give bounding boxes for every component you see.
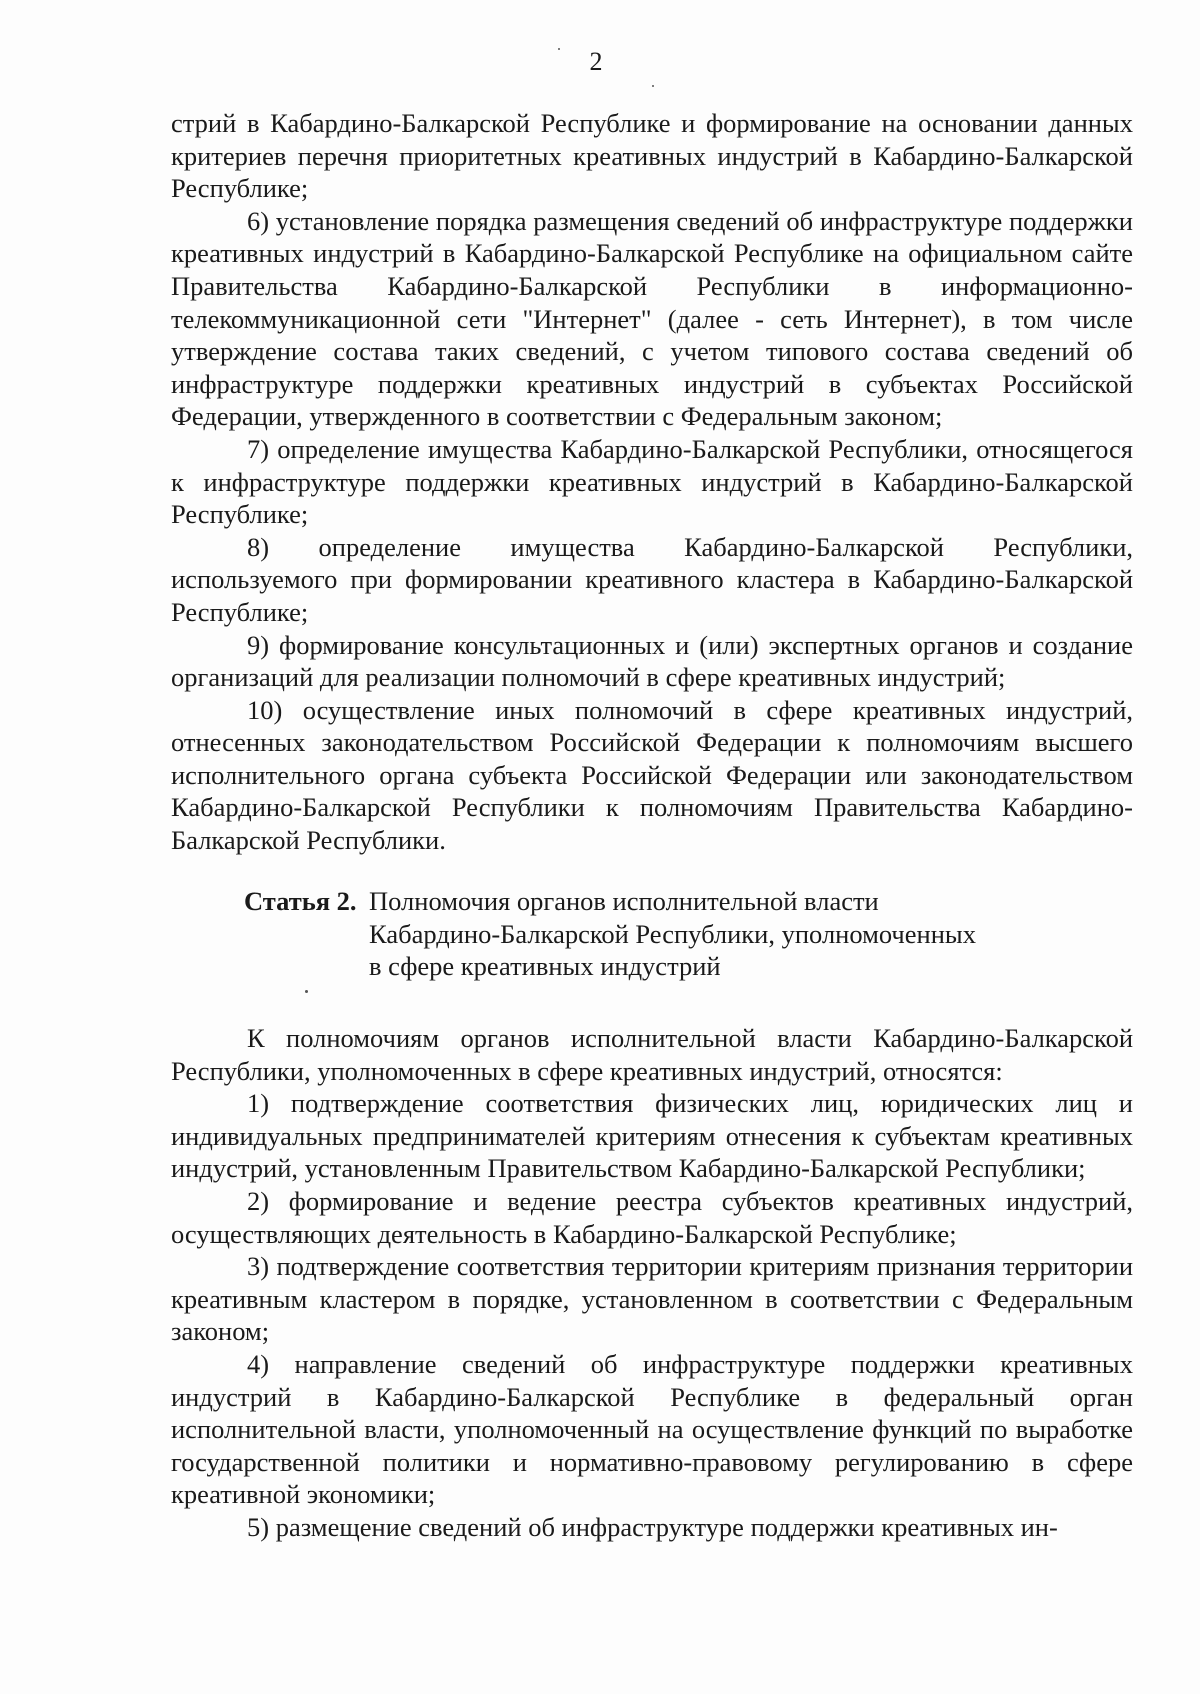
paragraph-continuation: стрий в Кабардино-Балкарской Республике и формирование на основании данных критериев перечня приоритетных креативных индустрий в Кабардино-Балкарской Республике; <box>171 108 1133 204</box>
scan-speck <box>558 48 560 50</box>
paragraph-item-9: 9) формирование консультационных и (или) экспертных органов и создание организаций для реализации полномочий в сфере креативных индустрий; <box>171 629 1133 693</box>
text-block-top <box>171 107 1133 857</box>
paragraph-intro: К полномочиям органов исполнительной власти Кабардино-Балкарской Республики, уполномоченных в сфере креативных индустрий, относятся: <box>171 1023 1133 1086</box>
paragraph-item-6: 6) установление порядка размещения сведений об инфраструктуре поддержки креативных индустрий в Кабардино-Балкарской Республике на официальном сайте Правительства Кабардино-Балкарской Республики в информационно-телекоммуникационной сети "Интернет" (далее - сеть Интернет), в том числе утверждение состава таких сведений, с учетом типового состава сведений об инфраструктуре поддержки креативных индустрий в субъектах Российской Федерации, утвержденного в соответствии с Федеральным законом; <box>171 205 1133 432</box>
paragraph-item-10: 10) осуществление иных полномочий в сфере креативных индустрий, отнесенных законодательством Российской Федерации к полномочиям высшего исполнительного органа субъекта Российской Федерации или законодательством Кабардино-Балкарской Республики к полномочиям Правительства Кабардино-Балкарской Республики. <box>171 694 1133 856</box>
paragraph-item-5: 5) размещение сведений об инфраструктуре поддержки креативных ин- <box>247 1511 1058 1542</box>
paragraph-item-1: 1) подтверждение соответствия физических лиц, юридических лиц и индивидуальных предпринимателей критериям отнесения к субъектам креативных индустрий, установленным Правительством Кабардино-Балкарской Республики; <box>171 1088 1133 1184</box>
article-label: Статья 2. <box>244 886 357 916</box>
article-title-line: Кабардино-Балкарской Республики, уполномоченных <box>369 918 976 949</box>
paragraph-item-2: 2) формирование и ведение реестра субъектов креативных индустрий, осуществляющих деятельность в Кабардино-Балкарской Республике; <box>171 1185 1133 1249</box>
page-number: 2 <box>589 47 603 76</box>
paragraph-item-3: 3) подтверждение соответствия территории критериям признания территории креативным кластером в порядке, установленном в соответствии с Федеральным законом; <box>171 1251 1133 1347</box>
paragraph-item-8: 8) определение имущества Кабардино-Балкарской Республики, используемого при формировании креативного кластера в Кабардино-Балкарской Республике; <box>171 531 1133 627</box>
article-title-line: Полномочия органов исполнительной власти <box>369 886 879 916</box>
paragraph-item-7: 7) определение имущества Кабардино-Балкарской Республики, относящегося к инфраструктуре поддержки креативных индустрий в Кабардино-Балкарской Республике; <box>171 433 1133 530</box>
article-title <box>369 885 1069 983</box>
scan-speck <box>305 990 308 993</box>
text-block-bottom <box>171 1022 1133 1544</box>
article-title-line: в сфере креативных индустрий <box>369 951 721 982</box>
scan-speck <box>652 85 654 87</box>
paragraph-item-4: 4) направление сведений об инфраструктуре поддержки креативных индустрий в Кабардино-Балкарской Республике в федеральный орган исполнительной власти, уполномоченный на осуществление функций по выработке государственной политики и нормативно-правовому регулированию в сфере креативной экономики; <box>171 1348 1133 1510</box>
